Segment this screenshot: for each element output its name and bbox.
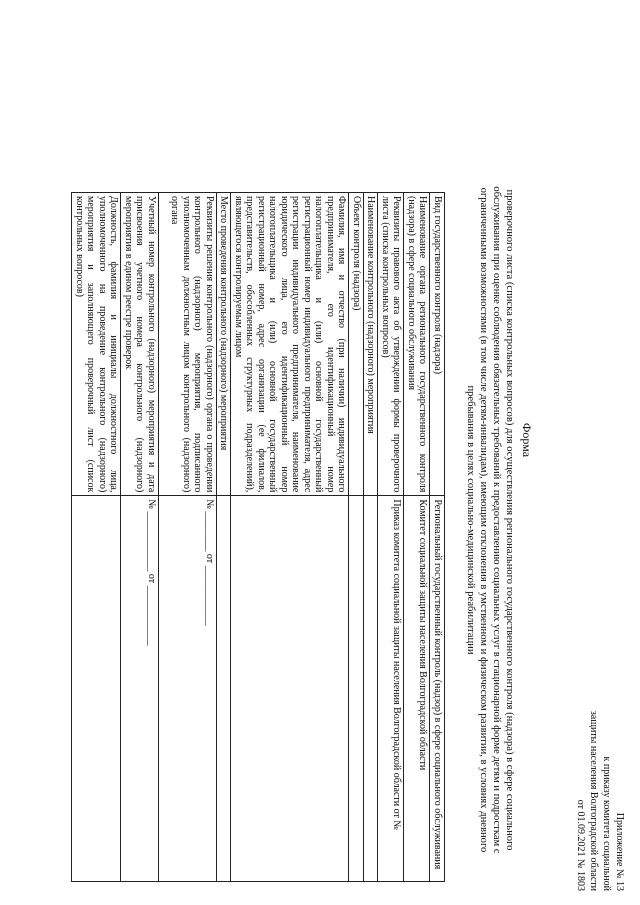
appendix-order-line: к приказу комитета социальной (601, 756, 612, 891)
row-value: Региональный государственный контроль (надзор) в сфере социального обслуживания (430, 496, 445, 882)
row-label: Наименование органа регионального государственного контроля (надзора) в сфере социального обслуживания (404, 193, 430, 496)
table-row (378, 193, 404, 882)
appendix-header (574, 661, 626, 891)
row-label: Наименование контрольного (надзорного) мероприятия (364, 193, 379, 496)
row-label: Учетный номер контрольного (надзорного) мероприятия и дата присвоения учетного номера контрольного (надзорного) мероприятия в едином реестре проверок (121, 193, 159, 496)
row-label: Реквизиты решения контрольного (надзорного) органа о проведении контрольного (надзорного) мероприятия, подписанного уполномоченным должностным лицом контрольного (надзорного) органа (159, 193, 217, 496)
row-value (72, 496, 121, 882)
row-label: Вид государственного контроля (надзора) (430, 193, 445, 496)
row-value (349, 496, 364, 882)
row-label: Фамилия, имя и отчество (при наличии) индивидуального предпринимателя, его идентификационный номер налогоплательщика и (или) основной государственный регистрационный номер индивидуального предпринимателя, адрес регистрации индивидуального предпринимателя, наименование юридического лица, его идентификационный номер налогоплательщика и (или) основной государственный регистрационный номер, адрес организации (ее филиалов, представительств, обособленных структурных подразделений), являющегося контролируемым лицом (231, 193, 349, 496)
table-row (121, 193, 159, 882)
row-value (217, 496, 232, 882)
table-row (231, 193, 349, 882)
table-row (217, 193, 232, 882)
table-row (364, 193, 379, 882)
row-label: Место проведения контрольного (надзорного) мероприятия (217, 193, 232, 496)
table-row (404, 193, 430, 882)
table-row (159, 193, 217, 882)
table-row (349, 193, 364, 882)
row-label: Реквизиты правового акта об утверждении формы проверочного листа (списка контрольных вопросов) (378, 193, 404, 496)
row-value (364, 496, 379, 882)
appendix-date-number: от 01.09.2021 № 1803 (575, 799, 586, 891)
row-value: Комитет социальной защиты населения Волгоградской области (404, 496, 430, 882)
form-title: Форма (520, 422, 534, 458)
appendix-number: Приложение № 13 (614, 812, 625, 891)
checklist-table (72, 192, 446, 882)
row-value (231, 496, 349, 882)
row-value: № ________ от ____________ (159, 496, 217, 882)
appendix-authority-line: защиты населения Волгоградской области (588, 710, 599, 891)
row-value: Приказ комитета социальной защиты населения Волгоградской области от № (378, 496, 404, 882)
table-row (430, 193, 445, 882)
table-row (72, 193, 121, 882)
row-label: Объект контроля (надзора) (349, 193, 364, 496)
row-label: Должность, фамилия и инициалы должностного лица, уполномоченного на проведение контрольного (надзорного) мероприятия и заполняющего проверочный лист (список контрольных вопросов) (72, 193, 121, 496)
form-subtitle: проверочного листа (списка контрольных вопросов) для осуществления регионального государственного контроля (надзора) в сфере социального обслуживания при оценке соблюдения обязательных требований к предоставлению социальных услуг в стационарной форме детям и подросткам с ограниченными возможностями (в том числе детям-инвалидам), имеющим отклонения в умственном и физическом развитии, в условиях дневного пребывания в целях социально-медицинской реабилитации (465, 186, 515, 854)
row-value: № ____________ от ____________ (121, 496, 159, 882)
